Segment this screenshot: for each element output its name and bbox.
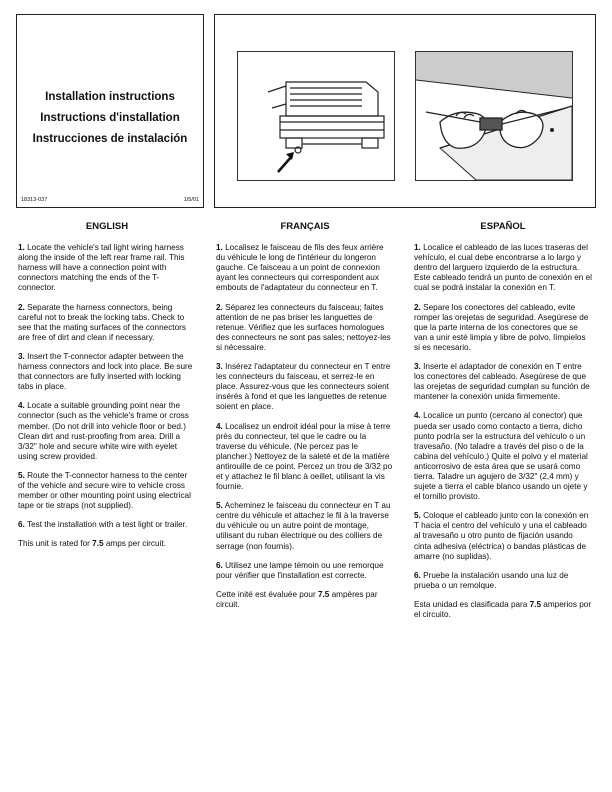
english-step-4	[18, 401, 196, 462]
french-step-4	[216, 422, 394, 493]
spanish-rating	[414, 600, 592, 620]
step-number: 1.	[414, 243, 421, 253]
english-step-5	[18, 471, 196, 511]
title-english: Installation instructions	[45, 91, 175, 103]
step-number: 2.	[414, 302, 421, 312]
step-text: Inserte el adaptador de conexión en T entre los conectores del cableado. Asegúrese de que las orejetas de seguridad cumplan su función de mantener la conexión unida firmemente.	[414, 362, 590, 402]
step-text: Separate the harness connectors, being careful not to break the locking tabs. Check to see that the mating surfaces of the connectors are free of dirt and clean if necessary.	[18, 302, 186, 342]
step-text: Test the installation with a test light or trailer.	[26, 520, 188, 530]
rating-pre: Esta unidad es clasificada para	[414, 599, 530, 609]
step-number: 5.	[216, 501, 223, 511]
rating-post: amperios por el circuito.	[414, 599, 592, 619]
step-text: Insert the T-connector adapter between the harness connectors and lock into place. Be sure that connectors are fully inserted with locking tabs in place.	[18, 351, 193, 392]
step-text: Séparez les connecteurs du faisceau; faites attention de ne pas briser les languettes de retenue. Vérifiez que les surfaces homologues des connecteurs ne sont pas sales; nettoyez-les si nécessaire.	[216, 302, 391, 352]
french-step-3	[216, 362, 394, 412]
title-box	[16, 14, 204, 208]
english-step-2	[18, 303, 196, 343]
step-text: Locate the vehicle's tail light wiring harness along the inside of the left rear frame rail. This harness will have a connection point with connectors matching the ends of the T-connector.	[18, 243, 185, 293]
english-column	[18, 222, 196, 558]
french-step-2	[216, 303, 394, 353]
rating-value: 7.5	[92, 539, 104, 549]
step-text: Locate a suitable grounding point near the connector (such as the vehicle's frame or cross member. (Do not drill into vehicle floor or bed.) Clean dirt and rust-proofing from area. Drill a 3/32" hole and secure white wire with eyelet using screw provided.	[18, 401, 189, 461]
step-number: 4.	[18, 401, 25, 411]
french-column	[216, 222, 394, 619]
spanish-step-2	[414, 303, 592, 353]
figure-box	[214, 14, 596, 208]
title-lines	[17, 87, 203, 150]
step-number: 2.	[216, 302, 223, 312]
english-step-1	[18, 243, 196, 293]
spanish-heading: ESPAÑOL	[480, 221, 526, 232]
rating-pre: Cette inité est évaluée pour	[216, 589, 318, 599]
rating-post: amps per circuit.	[103, 539, 166, 549]
figure-vehicle-rear	[237, 51, 395, 181]
title-spanish: Instrucciones de instalación	[32, 133, 188, 145]
step-number: 3.	[216, 362, 223, 372]
step-text: Route the T-connector harness to the center of the vehicle and secure wire to vehicle cross member or other mounting point using electrical tape or tie straps (not supplied).	[18, 470, 191, 511]
english-heading: ENGLISH	[85, 221, 129, 232]
french-step-5	[216, 501, 394, 551]
rating-value: 7.5	[317, 589, 330, 599]
step-text: Localice el cableado de las luces traseras del vehículo, el cual debe encontrarse a lo largo y dentro del larguero izquierdo de la estructura. Este cableado tendrá un punto de conexión en el cual se podrá instalar la conexión en T.	[414, 243, 592, 293]
spanish-step-1	[414, 243, 592, 293]
step-text: Acheminez le faisceau du connecteur en T au centre du véhicule et attachez le fil à la traverse du véhicule ou un autre point de montage, utilisant du ruban électrique ou des colliers de serrage (non fournis).	[216, 501, 391, 551]
step-number: 3.	[18, 351, 25, 361]
step-number: 6.	[18, 520, 25, 530]
step-number: 4.	[414, 411, 421, 421]
step-text: Localice un punto (cercano al conector) que pueda ser usado como contacto a tierra, dicho punto podría ser la estructura del vehículo o un travesaño. (No taladre a través del piso o de la cabina del vehículo.) Quite el polvo y el material anticorrosivo de esta área que se usará como tierra. Taladre un agujero de 3/32" (2,4 mm) y sujete a tierra el cable blanco usando un ojete y el tornillo provisto.	[414, 411, 588, 502]
step-text: Insérez l'adaptateur du connecteur en T entre les connecteurs du faisceau, et serrez-le en place. Assurez-vous que les connecteurs soient insérés à fond et que les languettes de retenue soient en place.	[216, 362, 391, 412]
step-number: 5.	[414, 511, 421, 521]
step-number: 6.	[216, 560, 223, 570]
french-rating	[216, 590, 394, 610]
step-text: Pruebe la instalación usando una luz de prueba o un remolque.	[414, 570, 569, 590]
revision-date: 1/5/01	[183, 197, 199, 203]
step-number: 1.	[18, 243, 25, 253]
rating-value: 7.5	[529, 599, 541, 609]
spanish-step-4	[414, 411, 592, 502]
step-text: Localisez un endroit idéal pour la mise à terre près du connecteur, tel que le cadre ou la traverse du véhicule. (Ne percez pas le plancher.) Nettoyez de la saleté et de la matière antirouille de ce point. Percez un trou de 3/32 po et y attachez le fil blanc à oeillet, utilisant la vis fournie.	[216, 421, 393, 492]
step-text: Utilisez une lampe témoin ou une remorque pour vérifier que l'installation est correcte.	[216, 560, 384, 580]
title-french: Instructions d'installation	[40, 112, 180, 124]
french-step-6	[216, 561, 394, 581]
step-number: 4.	[216, 421, 223, 431]
english-step-3	[18, 352, 196, 392]
step-text: Separe los conectores del cableado, evite romper las orejetas de seguridad. Asegúrese de que la parte interna de los conectores que se van a unir esté limpia y libre de polvo, límpielos si es necesario.	[414, 302, 589, 352]
spanish-step-5	[414, 511, 592, 561]
step-number: 2.	[18, 302, 25, 312]
spanish-step-6	[414, 571, 592, 591]
spanish-step-3	[414, 362, 592, 402]
french-heading: FRANÇAIS	[280, 221, 330, 232]
figure-connector-detail	[415, 51, 573, 181]
step-number: 3.	[414, 362, 421, 372]
vehicle-rear-illustration	[238, 52, 394, 180]
english-step-6	[18, 520, 196, 530]
step-number: 1.	[216, 243, 223, 253]
step-number: 6.	[414, 570, 421, 580]
step-text: Localisez le faisceau de fils des feux arrière du véhicule le long de l'intérieur du longeron gauche. Ce faisceau a un point de connexion ayant les connecteurs qui correspondent aux embouts de l'adaptateur du connecteur en T.	[216, 243, 384, 293]
english-rating	[18, 539, 196, 549]
part-number: 18313-037	[21, 197, 48, 203]
spanish-column	[414, 222, 592, 629]
rating-pre: This unit is rated for	[18, 539, 93, 549]
step-number: 5.	[18, 470, 25, 480]
step-text: Coloque el cableado junto con la conexión en T hacia el centro del vehículo y una el cableado al travesaño u otro punto de fijación usando cinta adhesiva (eléctrica) o bandas plásticas de amarre (no suplidas).	[414, 511, 589, 561]
connector-hands-illustration	[416, 52, 572, 180]
french-step-1	[216, 243, 394, 293]
rating-post: ampères par circuit.	[216, 589, 378, 609]
